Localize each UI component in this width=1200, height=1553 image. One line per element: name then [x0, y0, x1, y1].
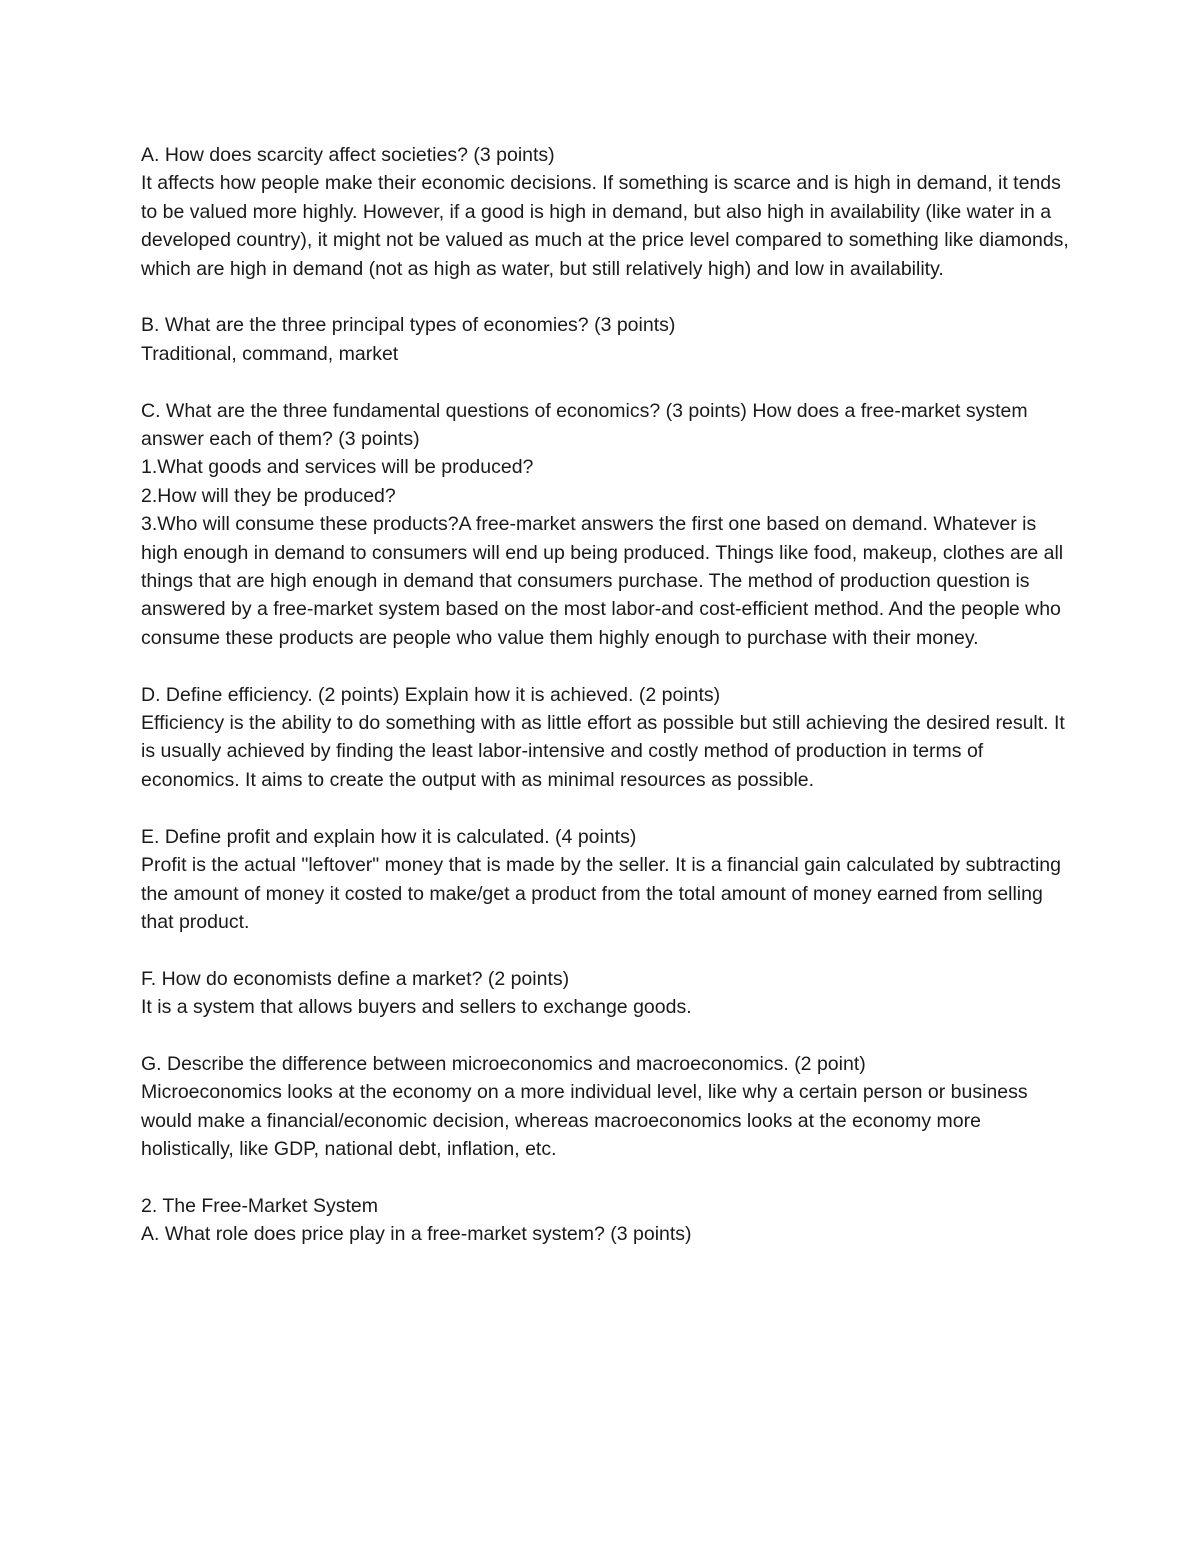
answer-g: Microeconomics looks at the economy on a more individual level, like why a certain person or business would make a financial/economic decision, whereas macroeconomics looks at the economy more holistically, like GDP, national debt, inflation, etc.	[141, 1081, 1034, 1161]
answer-c-item-2: 2.How will they be produced?	[141, 484, 396, 507]
section-f	[141, 965, 1071, 1022]
section-d	[141, 681, 1071, 795]
spacer	[141, 936, 1071, 964]
answer-e: Profit is the actual "leftover" money that is made by the seller. It is a financial gain calculated by subtracting the amount of money it costed to make/get a product from the total amount of money earned from selling that product.	[141, 854, 1067, 933]
answer-f: It is a system that allows buyers and sellers to exchange goods.	[141, 996, 692, 1019]
question-d: D. Define efficiency. (2 points) Explain how it is achieved. (2 points)	[141, 683, 721, 706]
section-g	[141, 1050, 1071, 1164]
question-a: A. How does scarcity affect societies? (3 points)	[141, 144, 555, 166]
question-f: F. How do economists define a market? (2 points)	[141, 967, 570, 990]
spacer	[141, 652, 1071, 680]
answer-d: Efficiency is the ability to do something with as little effort as possible but still achieving the desired result. It is usually achieved by finding the least labor-intensive and costly method of production in terms of economics. It aims to create the output with as minimal resources as possible.	[141, 712, 1071, 791]
spacer	[141, 1164, 1071, 1192]
section-b	[141, 311, 1071, 368]
question-e: E. Define profit and explain how it is calculated. (4 points)	[141, 825, 637, 848]
question-c: C. What are the three fundamental questions of economics? (3 points) How does a free-market system answer each of them? (3 points)	[141, 399, 1034, 451]
question-b: B. What are the three principal types of economies? (3 points)	[141, 314, 676, 337]
spacer	[141, 794, 1071, 822]
section-c	[141, 397, 1071, 653]
part-2	[141, 1192, 1071, 1249]
section-e	[141, 823, 1071, 937]
spacer	[141, 283, 1071, 311]
spacer	[141, 1022, 1071, 1050]
question-g: G. Describe the difference between microeconomics and macroeconomics. (2 point)	[141, 1052, 866, 1075]
answer-c-item-3: 3.Who will consume these products?A free-market answers the first one based on demand. Whatever is high enough in demand to consumers will end up being produced. Things like food, makeup, clothes are all things that are high enough in demand that consumers purchase. The method of production question is answered by a free-market system based on the most labor-and cost-efficient method. And the people who consume these products are people who value them highly enough to purchase with their money.	[141, 513, 1069, 649]
answer-c-item-1: 1.What goods and services will be produced?	[141, 456, 534, 479]
part-2-heading: 2. The Free-Market System	[141, 1194, 378, 1217]
spacer	[141, 368, 1071, 396]
section-a	[141, 141, 1075, 283]
part-2-question-a: A. What role does price play in a free-market system? (3 points)	[141, 1223, 692, 1246]
answer-b: Traditional, command, market	[141, 342, 399, 365]
document-page	[141, 141, 1075, 1249]
answer-a: It affects how people make their economic decisions. If something is scarce and is high in demand, it tends to be valued more highly. However, if a good is high in demand, but also high in availability (like water in a developed country), it might not be valued as much at the price level compared to something like diamonds, which are high in demand (not as high as water, but still relatively high) and low in availability.	[141, 172, 1075, 280]
